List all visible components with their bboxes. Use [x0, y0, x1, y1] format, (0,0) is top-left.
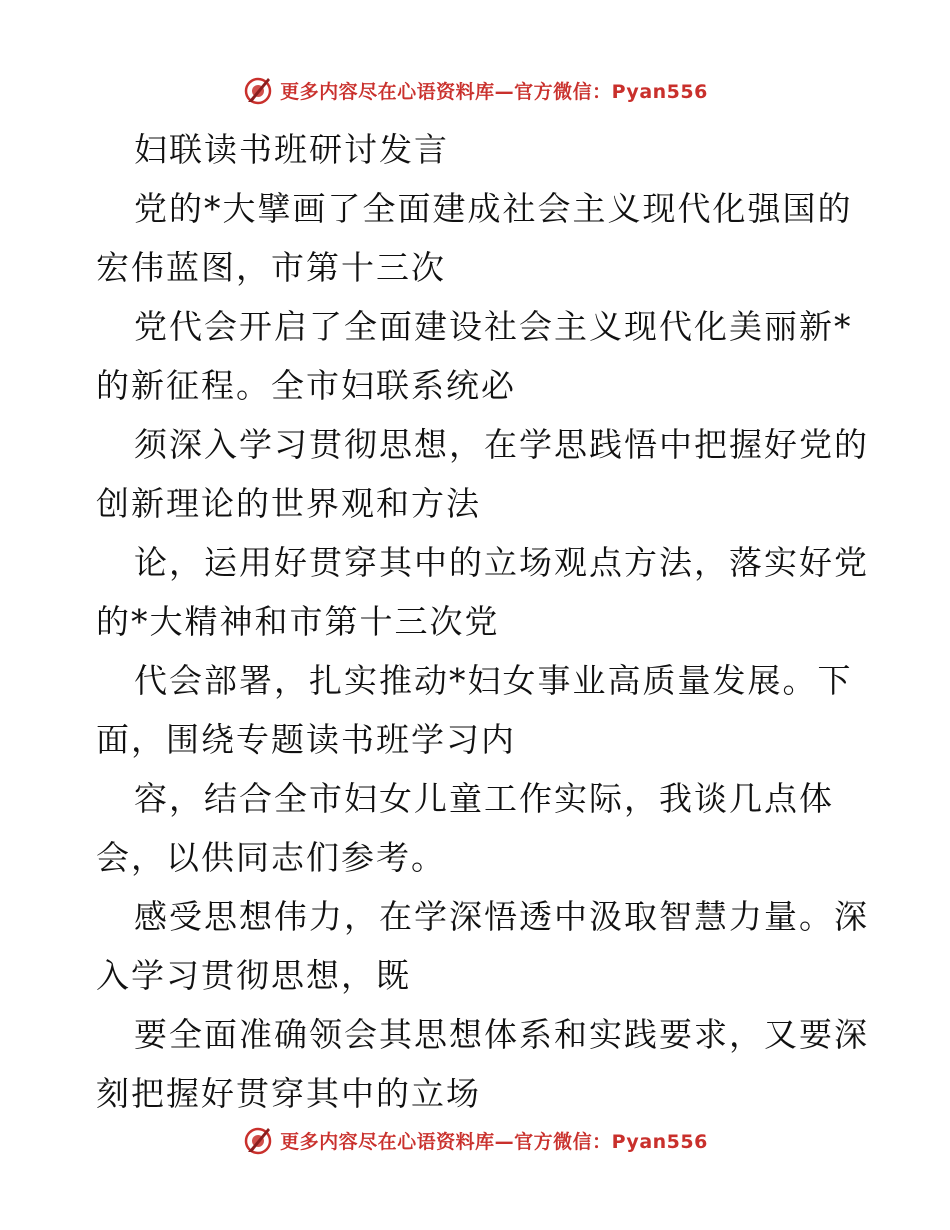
document-line: 的新征程。全市妇联系统必	[96, 366, 516, 405]
document-line: 党的*大擘画了全面建成社会主义现代化强国的	[134, 189, 853, 228]
document-line: 论，运用好贯穿其中的立场观点方法，落实好党	[134, 543, 869, 582]
document-line: 感受思想伟力，在学深悟透中汲取智慧力量。深	[134, 897, 869, 936]
document-line: 刻把握好贯穿其中的立场	[96, 1074, 481, 1113]
document-line: 创新理论的世界观和方法	[96, 484, 481, 523]
watermark-text: 更多内容尽在心语资料库—官方微信：Pyan556	[280, 80, 708, 103]
watermark-header	[0, 70, 950, 110]
document-line: 的*大精神和市第十三次党	[96, 602, 500, 641]
document-body	[96, 120, 869, 1123]
document-line: 党代会开启了全面建设社会主义现代化美丽新*	[134, 307, 853, 346]
watermark-footer	[0, 1120, 950, 1160]
document-line: 宏伟蓝图，市第十三次	[96, 248, 446, 287]
quill-seal-icon	[242, 1124, 274, 1156]
document-line: 入学习贯彻思想，既	[96, 956, 411, 995]
document-line: 容，结合全市妇女儿童工作实际，我谈几点体	[134, 779, 834, 818]
watermark-text: 更多内容尽在心语资料库—官方微信：Pyan556	[280, 1130, 708, 1153]
document-line: 面，围绕专题读书班学习内	[96, 720, 516, 759]
quill-seal-icon	[242, 74, 274, 106]
document-line: 会，以供同志们参考。	[96, 838, 446, 877]
document-line: 妇联读书班研讨发言	[134, 130, 449, 169]
document-line: 代会部署，扎实推动*妇女事业高质量发展。下	[134, 661, 853, 700]
document-line: 须深入学习贯彻思想，在学思践悟中把握好党的	[134, 425, 869, 464]
document-line: 要全面准确领会其思想体系和实践要求，又要深	[134, 1015, 869, 1054]
